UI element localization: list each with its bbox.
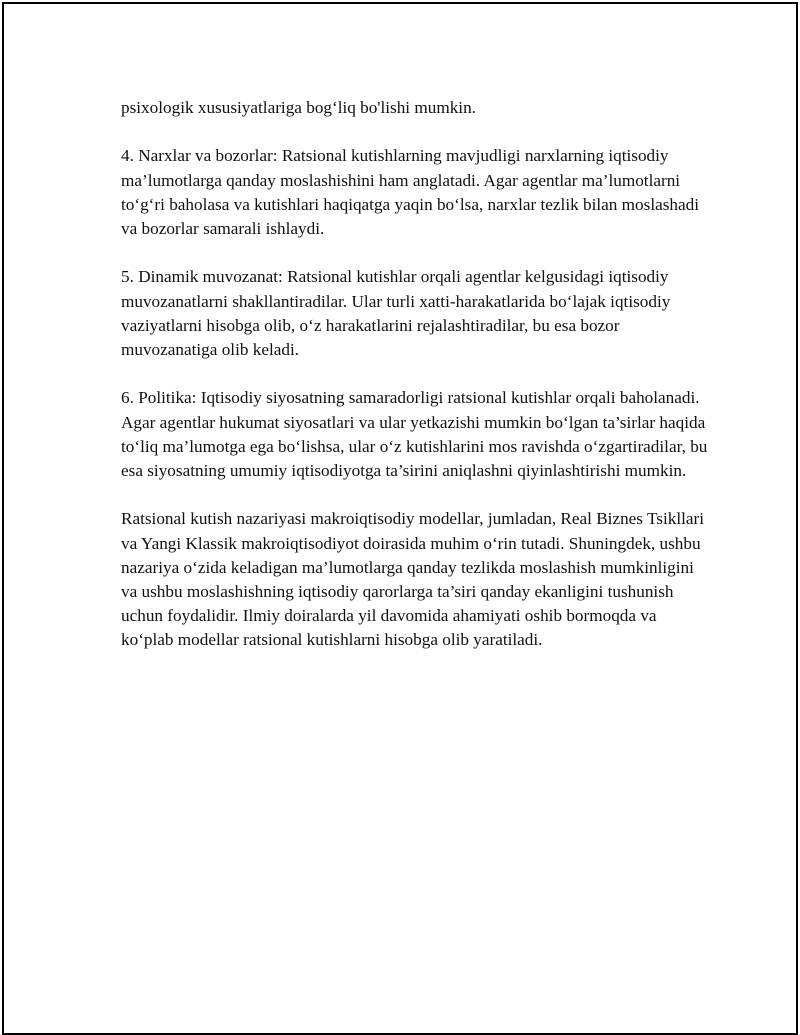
paragraph-dynamic-equilibrium: 5. Dinamik muvozanat: Ratsional kutishlar orqali agentlar kelgusidagi iqtisodiy muvozanatlarni shakllantiradilar. Ular turli xatti-harakatlarida bo‘lajak iqtisodiy vaziyatlarni hisobga olib, o‘z harakatlarini rejalashtiradilar, bu esa bozor muvozanatiga olib keladi. (121, 267, 671, 359)
paragraph-continuation: psixologik xususiyatlariga bog‘liq bo'lishi mumkin. (121, 98, 476, 117)
document-body (121, 96, 711, 653)
paragraph-prices-and-markets: 4. Narxlar va bozorlar: Ratsional kutishlarning mavjudligi narxlarning iqtisodiy ma’lumotlarga qanday moslashishini ham anglatadi. Agar agentlar ma’lumotlarni to‘g‘ri baholasa va kutishlari haqiqatga yaqin bo‘lsa, narxlar tezlik bilan moslashadi va bozorlar samarali ishlaydi. (121, 146, 699, 238)
document-page (2, 2, 798, 1035)
paragraph-policy: 6. Politika: Iqtisodiy siyosatning samaradorligi ratsional kutishlar orqali baholanadi. Agar agentlar hukumat siyosatlari va ular yetkazishi mumkin bo‘lgan ta’sirlar haqida to‘liq ma’lumotga ega bo‘lishsa, ular o‘z kutishlarini mos ravishda o‘zgartiradilar, bu esa siyosatning umumiy iqtisodiyotga ta’sirini aniqlashni qiyinlashtirishi mumkin. (121, 388, 708, 480)
paragraph-conclusion: Ratsional kutish nazariyasi makroiqtisodiy modellar, jumladan, Real Biznes Tsikllari va Yangi Klassik makroiqtisodiyot doirasida muhim o‘rin tutadi. Shuningdek, ushbu nazariya o‘zida keladigan ma’lumotlarga qanday tezlikda moslashish mumkinligini va ushbu moslashishning iqtisodiy qarorlarga ta’siri qanday ekanligini tushunish uchun foydalidir. Ilmiy doiralarda yil davomida ahamiyati oshib bormoqda va ko‘plab modellar ratsional kutishlarni hisobga olib yaratiladi. (121, 509, 705, 650)
